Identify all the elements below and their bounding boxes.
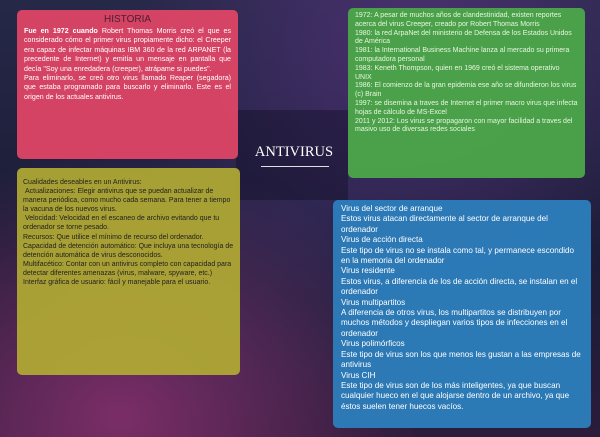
tipos-line: Virus del sector de arranque (341, 204, 443, 213)
title-underline (261, 166, 329, 167)
tipos-line: Estos virus, a diferencia de los de acción directa, se instalan en el ordenador (341, 276, 580, 297)
main-title: ANTIVIRUS (254, 144, 334, 160)
historia-text-1: Robert Thomas Morris creó el que es considerado cómo el primer virus propiamente dicho: el Creeper era capaz de infectar máquinas IBM 360 de la red ARPANET (la precedente de Internet) y emitía un mensaje en pantalla que decía "Soy una enredadera (creeper), atrápame si puedes". (24, 27, 233, 73)
tipos-line: A diferencia de otros virus, los multipartitos se distribuyen por muchos métodos y despliegan varios tipos de infecciones en el ordenador (341, 308, 570, 338)
cualidades-line: Recursos: Que utilice el mínimo de recurso del ordenador. (23, 233, 204, 241)
timeline-box (348, 8, 585, 178)
tipos-line: Este tipo de virus son de los más inteligentes, ya que buscan cualquier hueco en el que alojarse dentro de un archivo, ya que éstos suelen tener huecos vacíos. (341, 380, 572, 411)
cualidades-line: Interfaz gráfica de usuario: fácil y manejable para el usuario. (23, 279, 211, 287)
timeline-line: 1986: El comienzo de la gran epidemia ese año se difundieron los virus (c) Brain (355, 82, 579, 99)
historia-box (17, 10, 238, 159)
timeline-line: 2011 y 2012: Los virus se propagaron con mayor facilidad a traves del masivo uso de diversas redes sociales (355, 117, 575, 134)
timeline-line: 1997: se disemina a traves de Internet el primer macro virus que infecta hojas de cálculo de MS-Excel (355, 99, 580, 116)
cualidades-line: Multifacético: Contar con un antivirus completo con capacidad para detectar diferentes amenazas (virus, malware, spyware, etc.) (23, 260, 234, 277)
timeline-line: 1972: A pesar de muchos años de clandestinidad, existen reportes acerca del virus Creeper, creado por Robert Thomas Morris (355, 12, 564, 28)
timeline-line: 1983: Keneth Thompson, quien en 1969 creó el sistema operativo UNIX (355, 64, 562, 81)
tipos-line: Virus CIH (341, 370, 376, 380)
historia-title: HISTORIA (103, 14, 152, 25)
cualidades-line: Cualidades deseables en un Antivirus: (23, 179, 142, 186)
historia-paragraph-2: Para eliminarlo, se creó otro virus llamado Reaper (segadora) que estaba programado para buscarlo y eliminarlo. Este es el origen de los actuales antivirus. (24, 74, 233, 101)
historia-paragraph-1 (24, 27, 231, 74)
tipos-line: Virus residente (341, 266, 395, 276)
tipos-line: Este tipo de virus no se instala como tal, y permanece escondido en la memoria del ordenador (341, 245, 577, 266)
timeline-line: 1980: la red ArpaNet del ministerio de Defensa de los Estados Unidos de América (355, 29, 574, 46)
tipos-line: Estos virus atacan directamente al sector de arranque del ordenador (341, 214, 551, 234)
cualidades-box (17, 168, 240, 375)
tipos-line: Virus polimórficos (341, 339, 405, 349)
cualidades-line: Actualizaciones: Elegir antivirus que se puedan actualizar de manera periódica, como mucho cada semana. Para tener a tiempo la vacuna de los nuevos virus. (23, 188, 233, 214)
tipos-line: Virus de acción directa (341, 235, 423, 245)
tipos-line: Virus multipartitos (341, 297, 406, 307)
tipos-line: Este tipo de virus son los que menos les gustan a las empresas de antivirus (341, 349, 584, 370)
historia-bold-lead: Fue en 1972 cuando (24, 27, 98, 35)
timeline-line: 1981: la International Business Machine lanza al mercado su primera computadora personal (355, 47, 572, 63)
tipos-box (333, 200, 591, 428)
cualidades-line: Capacidad de detención automático: Que incluya una tecnología de detención automática de virus desconocidos. (23, 242, 236, 259)
cualidades-line: Velocidad: Velocidad en el escaneo de archivo evitando que tu ordenador se torne pesado. (23, 215, 222, 232)
